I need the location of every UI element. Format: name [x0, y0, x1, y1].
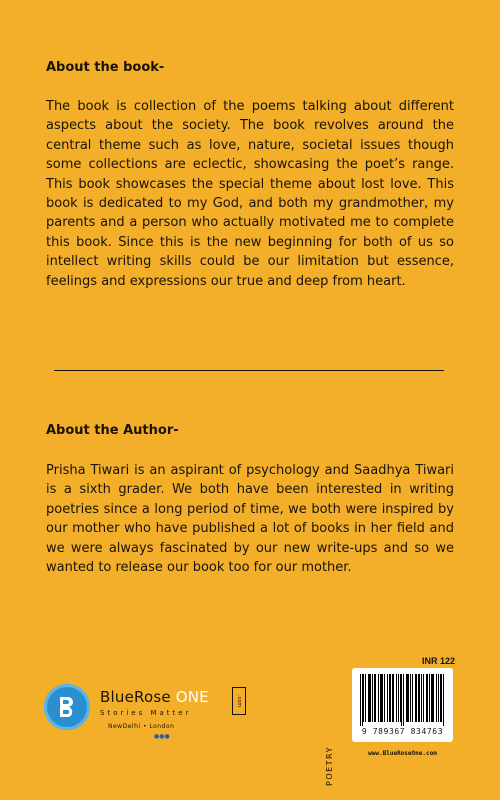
barcode-bar [360, 674, 361, 726]
barcode-bar [440, 674, 441, 722]
barcode-bar [431, 674, 432, 722]
barcode-bar [407, 674, 408, 722]
publisher-name-part1: BlueRose [100, 688, 171, 706]
barcode-bar [401, 674, 402, 726]
publisher-logo [44, 684, 264, 744]
barcode-bar [433, 674, 434, 722]
barcode-bar [369, 674, 370, 722]
barcode-bar [381, 674, 382, 722]
barcode-bar [396, 674, 397, 722]
barcode-bar [372, 674, 373, 722]
barcode-bars-icon [360, 674, 445, 726]
barcode-bar [403, 674, 404, 726]
barcode-bar [427, 674, 428, 722]
barcode-bar [412, 674, 413, 722]
about-author-heading: About the Author- [46, 423, 179, 438]
barcode-bar [387, 674, 388, 722]
barcode-bar [418, 674, 419, 722]
barcode-bar [398, 674, 399, 722]
barcode-bar [392, 674, 393, 722]
publisher-tagline: Stories Matter [100, 709, 192, 717]
barcode-bar [375, 674, 376, 722]
barcode-bar [363, 674, 364, 722]
publisher-name [100, 688, 209, 706]
barcode-bar [365, 674, 366, 722]
divider-line [54, 370, 444, 371]
barcode-bar [370, 674, 371, 722]
barcode-bar [429, 674, 430, 722]
genre-label: POETRY [325, 746, 334, 786]
barcode [352, 668, 453, 742]
barcode-bar [432, 674, 433, 722]
barcode-bar [415, 674, 416, 722]
publisher-b-icon [44, 684, 90, 730]
barcode-bar [384, 674, 385, 722]
publisher-badge: .com [232, 687, 246, 715]
barcode-bar [390, 674, 391, 722]
about-book-text: The book is collection of the poems talking about different aspects about the society. The book revolves around the central theme such as love, nature, societal issues though some collections are eclectic, showcasing the poet’s range. This book showcases the special theme about lost love. This book is dedicated to my God, and both my grandmother, my parents and a person who actually motivated me to complete this book. Since this is the new beginning for both of us so intellect writing skills could be our limitation but essence, feelings and expressions our true and deep from heart. [46, 99, 454, 289]
barcode-bar [421, 674, 422, 722]
barcode-bar [382, 674, 383, 722]
barcode-bar [400, 674, 401, 722]
about-author-text: Prisha Tiwari is an aspirant of psychology and Saadhya Tiwari is a sixth grader. We both have been interested in writing poetries since a long period of time, we both were inspired by our mother who have published a lot of books in her field and we were always fascinated by our new write-ups and so we wanted to release our book too for our mother. [46, 463, 454, 576]
about-book-heading: About the book- [46, 60, 165, 75]
barcode-bar [368, 674, 369, 722]
isbn-number: 9 789367 834763 [361, 727, 444, 736]
barcode-bar [378, 674, 379, 722]
publisher-cities: NewDelhi • London [108, 723, 175, 730]
barcode-bar [393, 674, 394, 722]
barcode-bar [441, 674, 442, 722]
barcode-bar [426, 674, 427, 722]
barcode-bar [410, 674, 411, 722]
social-icons: ●●● [154, 733, 170, 740]
barcode-bar [419, 674, 420, 722]
publisher-name-part2: ONE [175, 688, 209, 706]
barcode-bar [374, 674, 375, 722]
barcode-bar [443, 674, 444, 726]
barcode-bar [408, 674, 409, 722]
barcode-bar [380, 674, 381, 722]
barcode-bar [423, 674, 424, 722]
barcode-bar [406, 674, 407, 722]
barcode-bar [362, 674, 363, 726]
barcode-bar [436, 674, 437, 722]
genre-wrap [325, 738, 339, 788]
price-label: INR 122 [422, 656, 456, 666]
website-label: www.BlueRoseOne.com [368, 750, 437, 757]
barcode-bar [389, 674, 390, 722]
barcode-bar [416, 674, 417, 722]
barcode-bar [438, 674, 439, 722]
